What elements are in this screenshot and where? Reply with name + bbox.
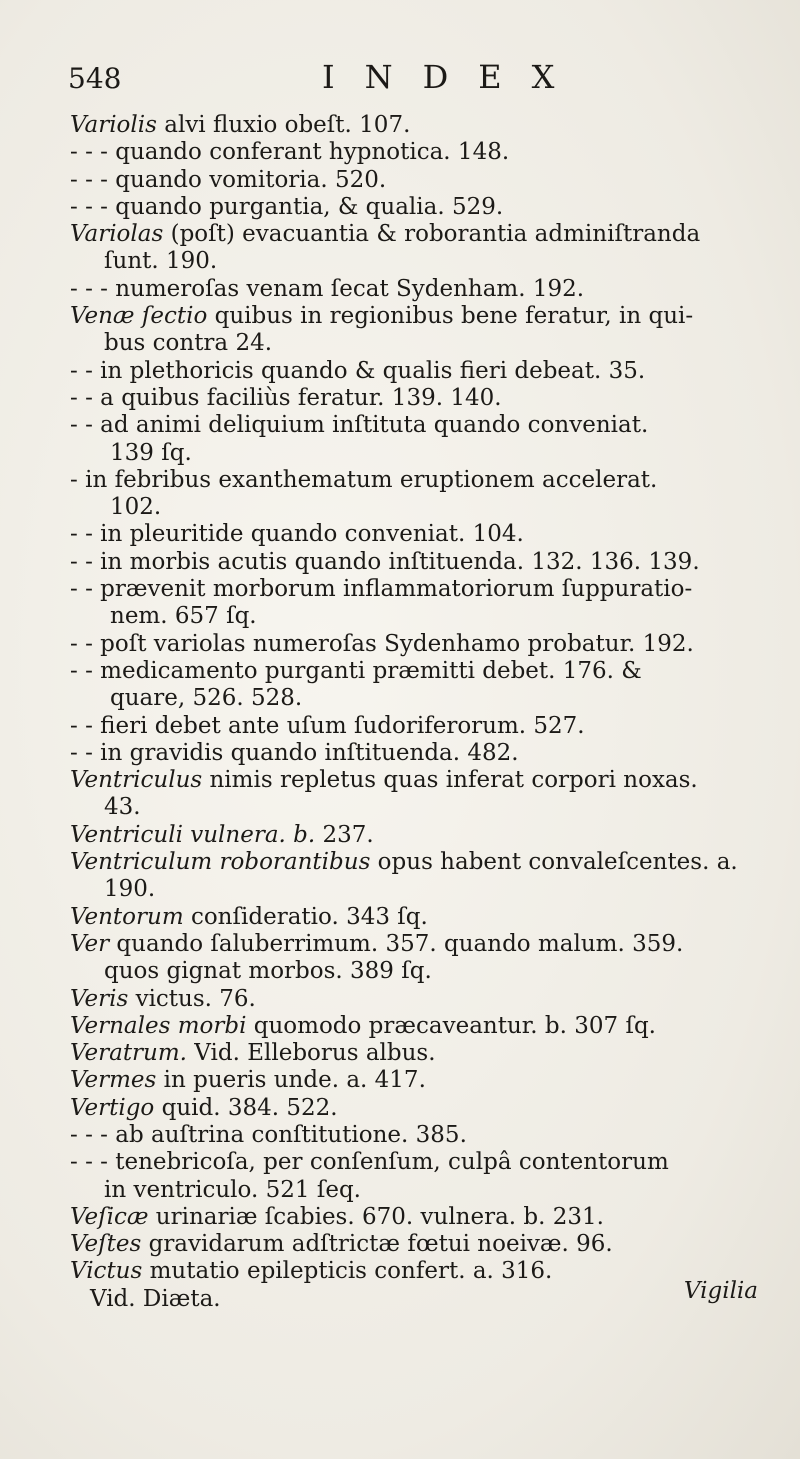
index-line bbox=[70, 412, 770, 439]
index-headword: Veſtes bbox=[70, 1231, 142, 1258]
index-line bbox=[70, 385, 770, 412]
index-line bbox=[70, 521, 770, 548]
index-headword: Ventriculum roborantibus bbox=[70, 849, 371, 876]
index-line bbox=[70, 494, 770, 521]
index-text: - - - quando purgantia, & qualia. 529. bbox=[70, 193, 504, 220]
index-headword: Ver bbox=[70, 930, 110, 957]
index-headword: Veris bbox=[70, 985, 129, 1012]
index-text: - - - ab auſtrina conſtitutione. 385. bbox=[70, 1121, 467, 1148]
index-headword: Ventriculi vulnera. b. bbox=[70, 821, 316, 848]
index-line bbox=[70, 549, 770, 576]
index-text: 102. bbox=[110, 494, 162, 521]
index-text: - - ad animi deliquium inſtituta quando conveniat. bbox=[70, 412, 649, 439]
index-text: - - - quando vomitoria. 520. bbox=[70, 166, 387, 193]
index-text: - - in morbis acutis quando inſtituenda. 132. 136. 139. bbox=[70, 548, 700, 575]
index-text: - - poſt variolas numeroſas Sydenhamo probatur. 192. bbox=[70, 630, 694, 657]
index-headword: Vermes bbox=[70, 1067, 157, 1094]
index-line bbox=[70, 576, 770, 603]
index-headword: Variolas bbox=[70, 221, 164, 248]
index-text: nem. 657 ſq. bbox=[110, 603, 257, 630]
index-text: quomodo præcaveantur. b. 307 ſq. bbox=[246, 1012, 656, 1039]
index-text: Vid. Elleborus albus. bbox=[187, 1040, 436, 1067]
index-line bbox=[70, 849, 770, 876]
index-text: - - in gravidis quando inſtituenda. 482. bbox=[70, 739, 519, 766]
index-line bbox=[70, 931, 770, 958]
index-line bbox=[70, 1231, 770, 1258]
index-text: conſideratio. 343 ſq. bbox=[183, 903, 428, 930]
index-text: - - prævenit morborum inflammatoriorum ſuppuratio- bbox=[70, 576, 693, 603]
index-line bbox=[70, 603, 770, 630]
index-line bbox=[70, 112, 770, 139]
index-line bbox=[70, 467, 770, 494]
index-line bbox=[70, 1067, 770, 1094]
index-line bbox=[70, 303, 770, 330]
index-line bbox=[70, 740, 770, 767]
index-line bbox=[70, 958, 770, 985]
index-text: - - a quibus faciliùs feratur. 139. 140. bbox=[70, 384, 502, 411]
index-text: alvi fluxio obeſt. 107. bbox=[156, 112, 411, 138]
index-headword: Ventriculus bbox=[70, 767, 203, 794]
index-line bbox=[70, 986, 770, 1013]
index-line bbox=[70, 631, 770, 658]
index-text: quare, 526. 528. bbox=[110, 685, 303, 712]
index-text: opus habent convaleſcentes. a. bbox=[370, 849, 738, 876]
index-text: - - - numeroſas venam ſecat Sydenham. 192. bbox=[70, 275, 585, 302]
index-headword: Vernales morbi bbox=[70, 1012, 247, 1039]
index-headword: Venæ ſectio bbox=[70, 303, 208, 330]
index-line bbox=[70, 330, 770, 357]
index-text: ſunt. 190. bbox=[104, 248, 218, 275]
index-text: bus contra 24. bbox=[104, 330, 273, 357]
index-text: - - in plethoricis quando & qualis fieri debeat. 35. bbox=[70, 357, 646, 384]
index-line bbox=[70, 822, 770, 849]
index-headword: Veſicæ bbox=[70, 1203, 149, 1230]
index-line bbox=[70, 1204, 770, 1231]
index-text: urinariæ ſcabies. 670. vulnera. b. 231. bbox=[148, 1203, 604, 1230]
running-title: INDEX bbox=[322, 58, 585, 96]
index-text: quid. 384. 522. bbox=[154, 1094, 338, 1121]
index-text: - - medicamento purganti præmitti debet. 176. & bbox=[70, 657, 642, 684]
index-headword: Ventorum bbox=[70, 903, 184, 930]
index-line bbox=[70, 248, 770, 275]
page-header bbox=[60, 52, 740, 102]
index-text: in ventriculo. 521 ſeq. bbox=[104, 1176, 361, 1203]
index-headword: Victus bbox=[70, 1258, 143, 1285]
index-text: 237. bbox=[315, 821, 374, 848]
index-text: - in febribus exanthematum eruptionem accelerat. bbox=[70, 466, 658, 493]
index-text: - - - quando conferant hypnotica. 148. bbox=[70, 139, 510, 166]
index-headword: Vertigo bbox=[70, 1094, 155, 1121]
index-line bbox=[70, 221, 770, 248]
index-line bbox=[70, 358, 770, 385]
index-line bbox=[70, 658, 770, 685]
index-headword: Veratrum. bbox=[70, 1040, 187, 1067]
index-line bbox=[70, 194, 770, 221]
index-line bbox=[70, 876, 770, 903]
index-text: quibus in regionibus bene feratur, in qui- bbox=[207, 303, 694, 330]
index-headword: Variolis bbox=[70, 112, 157, 138]
index-text: (poſt) evacuantia & roborantia adminiſtranda bbox=[163, 221, 701, 248]
index-text: mutatio epilepticis confert. a. 316. bbox=[142, 1258, 553, 1285]
index-line bbox=[70, 440, 770, 467]
index-text: - - in pleuritide quando conveniat. 104. bbox=[70, 521, 524, 548]
index-line bbox=[70, 1013, 770, 1040]
index-line bbox=[70, 713, 770, 740]
index-line bbox=[70, 276, 770, 303]
index-line bbox=[70, 139, 770, 166]
index-line bbox=[70, 794, 770, 821]
index-line bbox=[70, 1177, 770, 1204]
index-line bbox=[70, 767, 770, 794]
catchword: Vigilia bbox=[683, 1278, 758, 1304]
index-line bbox=[70, 1286, 770, 1313]
index-text: - - - tenebricoſa, per conſenſum, culpâ contentorum bbox=[70, 1149, 669, 1176]
index-text: 43. bbox=[104, 794, 141, 821]
index-line bbox=[70, 167, 770, 194]
index-text: Vid. Diæta. bbox=[90, 1285, 221, 1312]
index-line bbox=[70, 1040, 770, 1067]
index-text: - - fieri debet ante uſum ſudoriferorum. 527. bbox=[70, 712, 585, 739]
index-entries bbox=[70, 112, 770, 1313]
index-line bbox=[70, 1095, 770, 1122]
index-text: quos gignat morbos. 389 ſq. bbox=[104, 958, 432, 985]
index-line bbox=[70, 1149, 770, 1176]
index-text: 139 ſq. bbox=[110, 439, 192, 466]
index-line bbox=[70, 1122, 770, 1149]
index-line bbox=[70, 904, 770, 931]
index-line bbox=[70, 685, 770, 712]
index-text: victus. 76. bbox=[128, 985, 256, 1012]
index-text: nimis repletus quas inferat corpori noxas. bbox=[202, 767, 698, 794]
index-line bbox=[70, 1258, 770, 1285]
index-text: gravidarum adſtrictæ fœtui noeivæ. 96. bbox=[141, 1231, 613, 1258]
index-text: 190. bbox=[104, 876, 156, 903]
index-text: quando ſaluberrimum. 357. quando malum. 359. bbox=[109, 930, 684, 957]
page-number: 548 bbox=[68, 62, 122, 95]
index-text: in pueris unde. a. 417. bbox=[156, 1067, 426, 1094]
